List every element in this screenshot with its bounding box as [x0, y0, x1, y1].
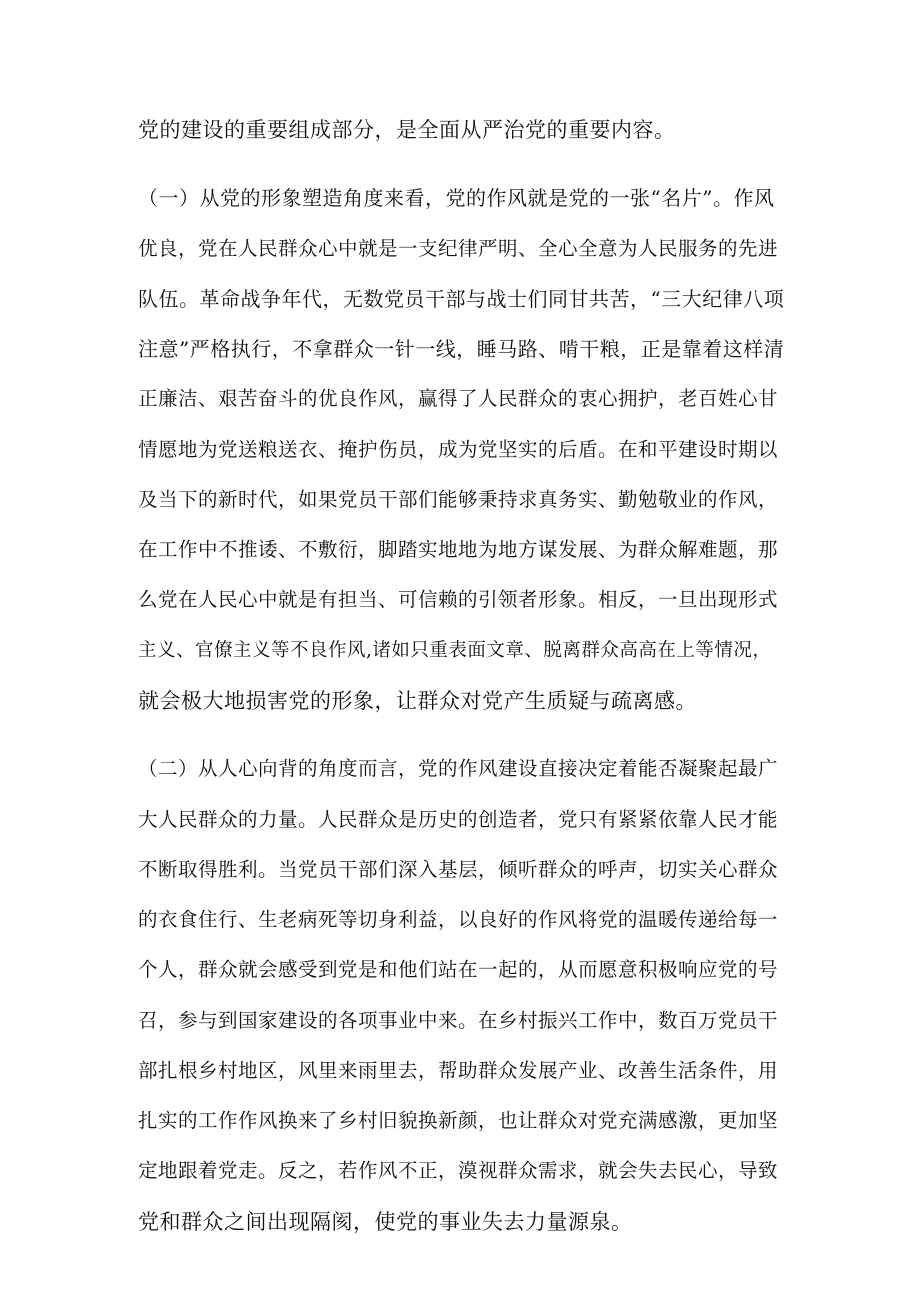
paragraph-2-line-5: 正廉洁、艰苦奋斗的优良作风，赢得了人民群众的衷心拥护，老百姓心甘	[138, 387, 779, 410]
paragraph-3-line-2: 大人民群众的力量。人民群众是历史的创造者，党只有紧紧依靠人民才能	[138, 808, 779, 831]
paragraph-2-line-8: 在工作中不推诿、不敷衍，脚踏实地地为地方谋发展、为群众解难题，那	[138, 538, 779, 561]
paragraph-1-line-1: 党的建设的重要组成部分，是全面从严治党的重要内容。	[138, 118, 676, 142]
paragraph-2-line-4: 注意”严格执行，不拿群众一针一线，睡马路、啃干粮，正是靠着这样清	[138, 337, 785, 361]
paragraph-2-line-6: 情愿地为党送粮送衣、掩护伤员，成为党坚实的后盾。在和平建设时期以	[138, 438, 779, 461]
paragraph-3-line-10: 党和群众之间出现隔阂，使党的事业失去力量源泉。	[138, 1210, 633, 1234]
paragraph-3-line-8: 扎实的工作作风换来了乡村旧貌换新颜，也让群众对党充满感激，更加坚	[138, 1109, 779, 1132]
paragraph-2-line-3: 队伍。革命战争年代，无数党员干部与战士们同甘共苦，“三大纪律八项	[138, 287, 785, 311]
paragraph-3-line-5: 个人，群众就会感受到党是和他们站在一起的，从而愿意积极响应党的号	[138, 958, 779, 981]
paragraph-2-line-11: 就会极大地损害党的形象，让群众对党产生质疑与疏离感。	[138, 689, 697, 713]
paragraph-3-line-7: 部扎根乡村地区，风里来雨里去，帮助群众发展产业、改善生活条件，用	[138, 1059, 779, 1082]
paragraph-3-line-1: （二）从人心向背的角度而言，党的作风建设直接决定着能否凝聚起最广	[138, 757, 779, 780]
paragraph-3-line-6: 召，参与到国家建设的各项事业中来。在乡村振兴工作中，数百万党员干	[138, 1009, 779, 1032]
paragraph-2-line-1: （一）从党的形象塑造角度来看，党的作风就是党的一张“名片”。作风	[138, 186, 775, 210]
paragraph-3-line-9: 定地跟着党走。反之，若作风不正，漠视群众需求，就会失去民心，导致	[138, 1159, 779, 1182]
paragraph-3-line-4: 的衣食住行、生老病死等切身利益，以良好的作风将党的温暖传递给每一	[138, 908, 779, 931]
paragraph-3-line-3: 不断取得胜利。当党员干部们深入基层，倾听群众的呼声，切实关心群众	[138, 858, 779, 881]
paragraph-2-line-9: 么党在人民心中就是有担当、可信赖的引领者形象。相反，一旦出现形式	[138, 588, 779, 611]
paragraph-2-line-10: 主义、官僚主义等不良作风,诸如只重表面文章、脱离群众高高在上等情况，	[138, 640, 772, 661]
paragraph-2-line-2: 优良，党在人民群众心中就是一支纪律严明、全心全意为人民服务的先进	[138, 237, 779, 260]
paragraph-2-line-7: 及当下的新时代，如果党员干部们能够秉持求真务实、勤勉敬业的作风，	[138, 488, 779, 511]
